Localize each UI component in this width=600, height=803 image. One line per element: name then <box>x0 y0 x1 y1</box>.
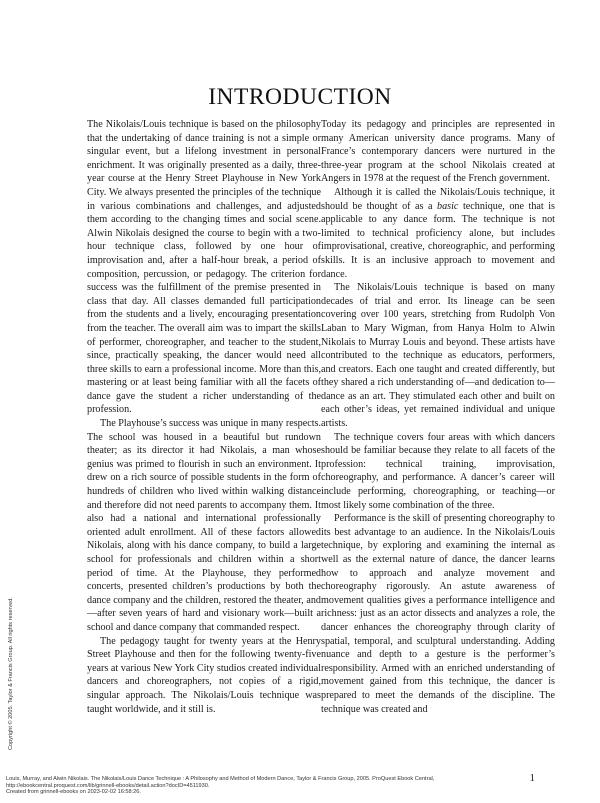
paragraph: The Nikolais/Louis technique is based on many decades of trial and error. Its lineage can be seen covering over 100 years, stretching from Rudolph Von Laban to Mary Wigman, from Hanya Holm to Alwin Nikolais to Murray Louis and beyond. These artists have contributed to the technique as educators, performers, and creators. Each one taught and created differently, but they shared a rich understanding of—and dedication to—dance as an art. They stimulated each other and built on each other’s ideas, yet remained individual and unique artists. <box>321 282 555 430</box>
paragraph: Performance is the skill of presenting choreography to its best advantage to an audience. In the Nikolais/Louis technique, by exploring and examining the internal as well as the external nature of dance, the dancer learns how to approach and analyze movement and choreography rigorously. An astute awareness of movement qualities gives a performance intelligence and richness: just as an actor dissects and analyzes a role, the dancer enhances the choreography through clarity of spatial, temporal, and sculptural understanding. Adding nuance and depth to a gesture is the performer’s responsibility. Armed with an enriched understanding of movement gained from this technique, the dancer is prepared to meet the demands of the discipline. The technique was created and <box>321 513 555 715</box>
citation-created: Created from grinnell-ebooks on 2023-02-02 16:58:26. <box>6 789 141 796</box>
citation-line: Louis, Murray, and Alwin Nikolais. The Nikolais/Louis Dance Technique : A Philosophy and Method of Modern Dance, Taylor & Francis Group, 2005. ProQuest Ebook Central, <box>6 776 435 782</box>
copyright-notice: Copyright © 2005. Taylor & Francis Group. All rights reserved. <box>8 597 14 750</box>
left-column <box>87 118 321 716</box>
paragraph: The technique covers four areas with which dancers should be familiar because they relate to all facets of the profession: technical training, improvisation, choreography, and performance. A dancer’s career will include performing, choreographing, or teaching—or most likely some combination of the three. <box>321 431 555 511</box>
copyright-sidebar <box>2 510 14 750</box>
page-title: INTRODUCTION <box>208 84 392 110</box>
citation-link[interactable]: http://ebookcentral.proquest.com/lib/grinnell-ebooks/detail.action?docID=4511930. <box>6 782 210 789</box>
citation-footer <box>6 776 596 796</box>
paragraph: The Playhouse’s success was unique in many respects. The school was housed in a beautiful but rundown theater; as its director it had Nikolais, a man whose genius was primed to flourish in such an environment. It drew on a rich source of possible students in the form of hundreds of children who lived within walking distance and therefore did not need parents to accompany them. It also had a national and international professionally oriented adult enrollment. All of these factors allowed Nikolais, along with his dance company, to build a large school for professionals and children within a short period of time. At the Playhouse, they performed concerts, presented children’s productions by both the dance company and the children, restored the theater, and—after seven years of hard and visionary work—built a school and dance company that commanded respect. <box>87 418 322 633</box>
paragraph: Today its pedagogy and principles are represented in many American university dance programs. Many of France’s contemporary dancers were nurtured in the three-year program at the school Nikolais created at Angers in 1978 at the request of the French government. <box>321 119 555 185</box>
paragraph-text: technique, one that is applicable to any dance form. The technique is not limited to technical proficiency alone, but includes improvisational, creative, choreographic, and performing skills. It is an inclusive approach to movement and dance. <box>321 200 555 280</box>
paragraph <box>321 186 555 281</box>
paragraph-text: Although it is called the Nikolais/Louis technique, it should be thought of as a <box>321 186 555 212</box>
emphasis-text: basic <box>437 200 459 212</box>
paragraph: The pedagogy taught for twenty years at the Henry Street Playhouse and then for the following twenty-five years at various New York City studios created individual dancers and choreographers, not copies of a rigid, singular approach. The Nikolais/Louis technique was taught worldwide, and it still is. <box>87 635 321 715</box>
paragraph: The Nikolais/Louis technique is based on the philosophy that the undertaking of dance training is not a simple or singular event, but a lifelong investment in personal enrichment. It was originally presented as a daily, three-year course at the Henry Street Playhouse in New York City. We always presented the principles of the technique in various combinations and challenges, and adjusted them according to the changing times and social scene. Alwin Nikolais designed the course to begin with a two-hour technique class, followed by one hour of improvisation and, after a half-hour break, a period of composition, percussion, or pedagogy. The criterion for success was the fulfillment of the premise presented in class that day. All classes demanded full participation from the students and a lively, encouraging presentation from the teacher. The overall aim was to impart the skills of performer, choreographer, and teacher to the student, since, practically speaking, the dancer would need all three skills to earn a professional income. More than this, mastering or at least being familiar with all the facets of dance gave the student a richer understanding of the profession. <box>87 119 321 416</box>
right-column <box>321 118 555 716</box>
page-number: 1 <box>529 772 535 784</box>
